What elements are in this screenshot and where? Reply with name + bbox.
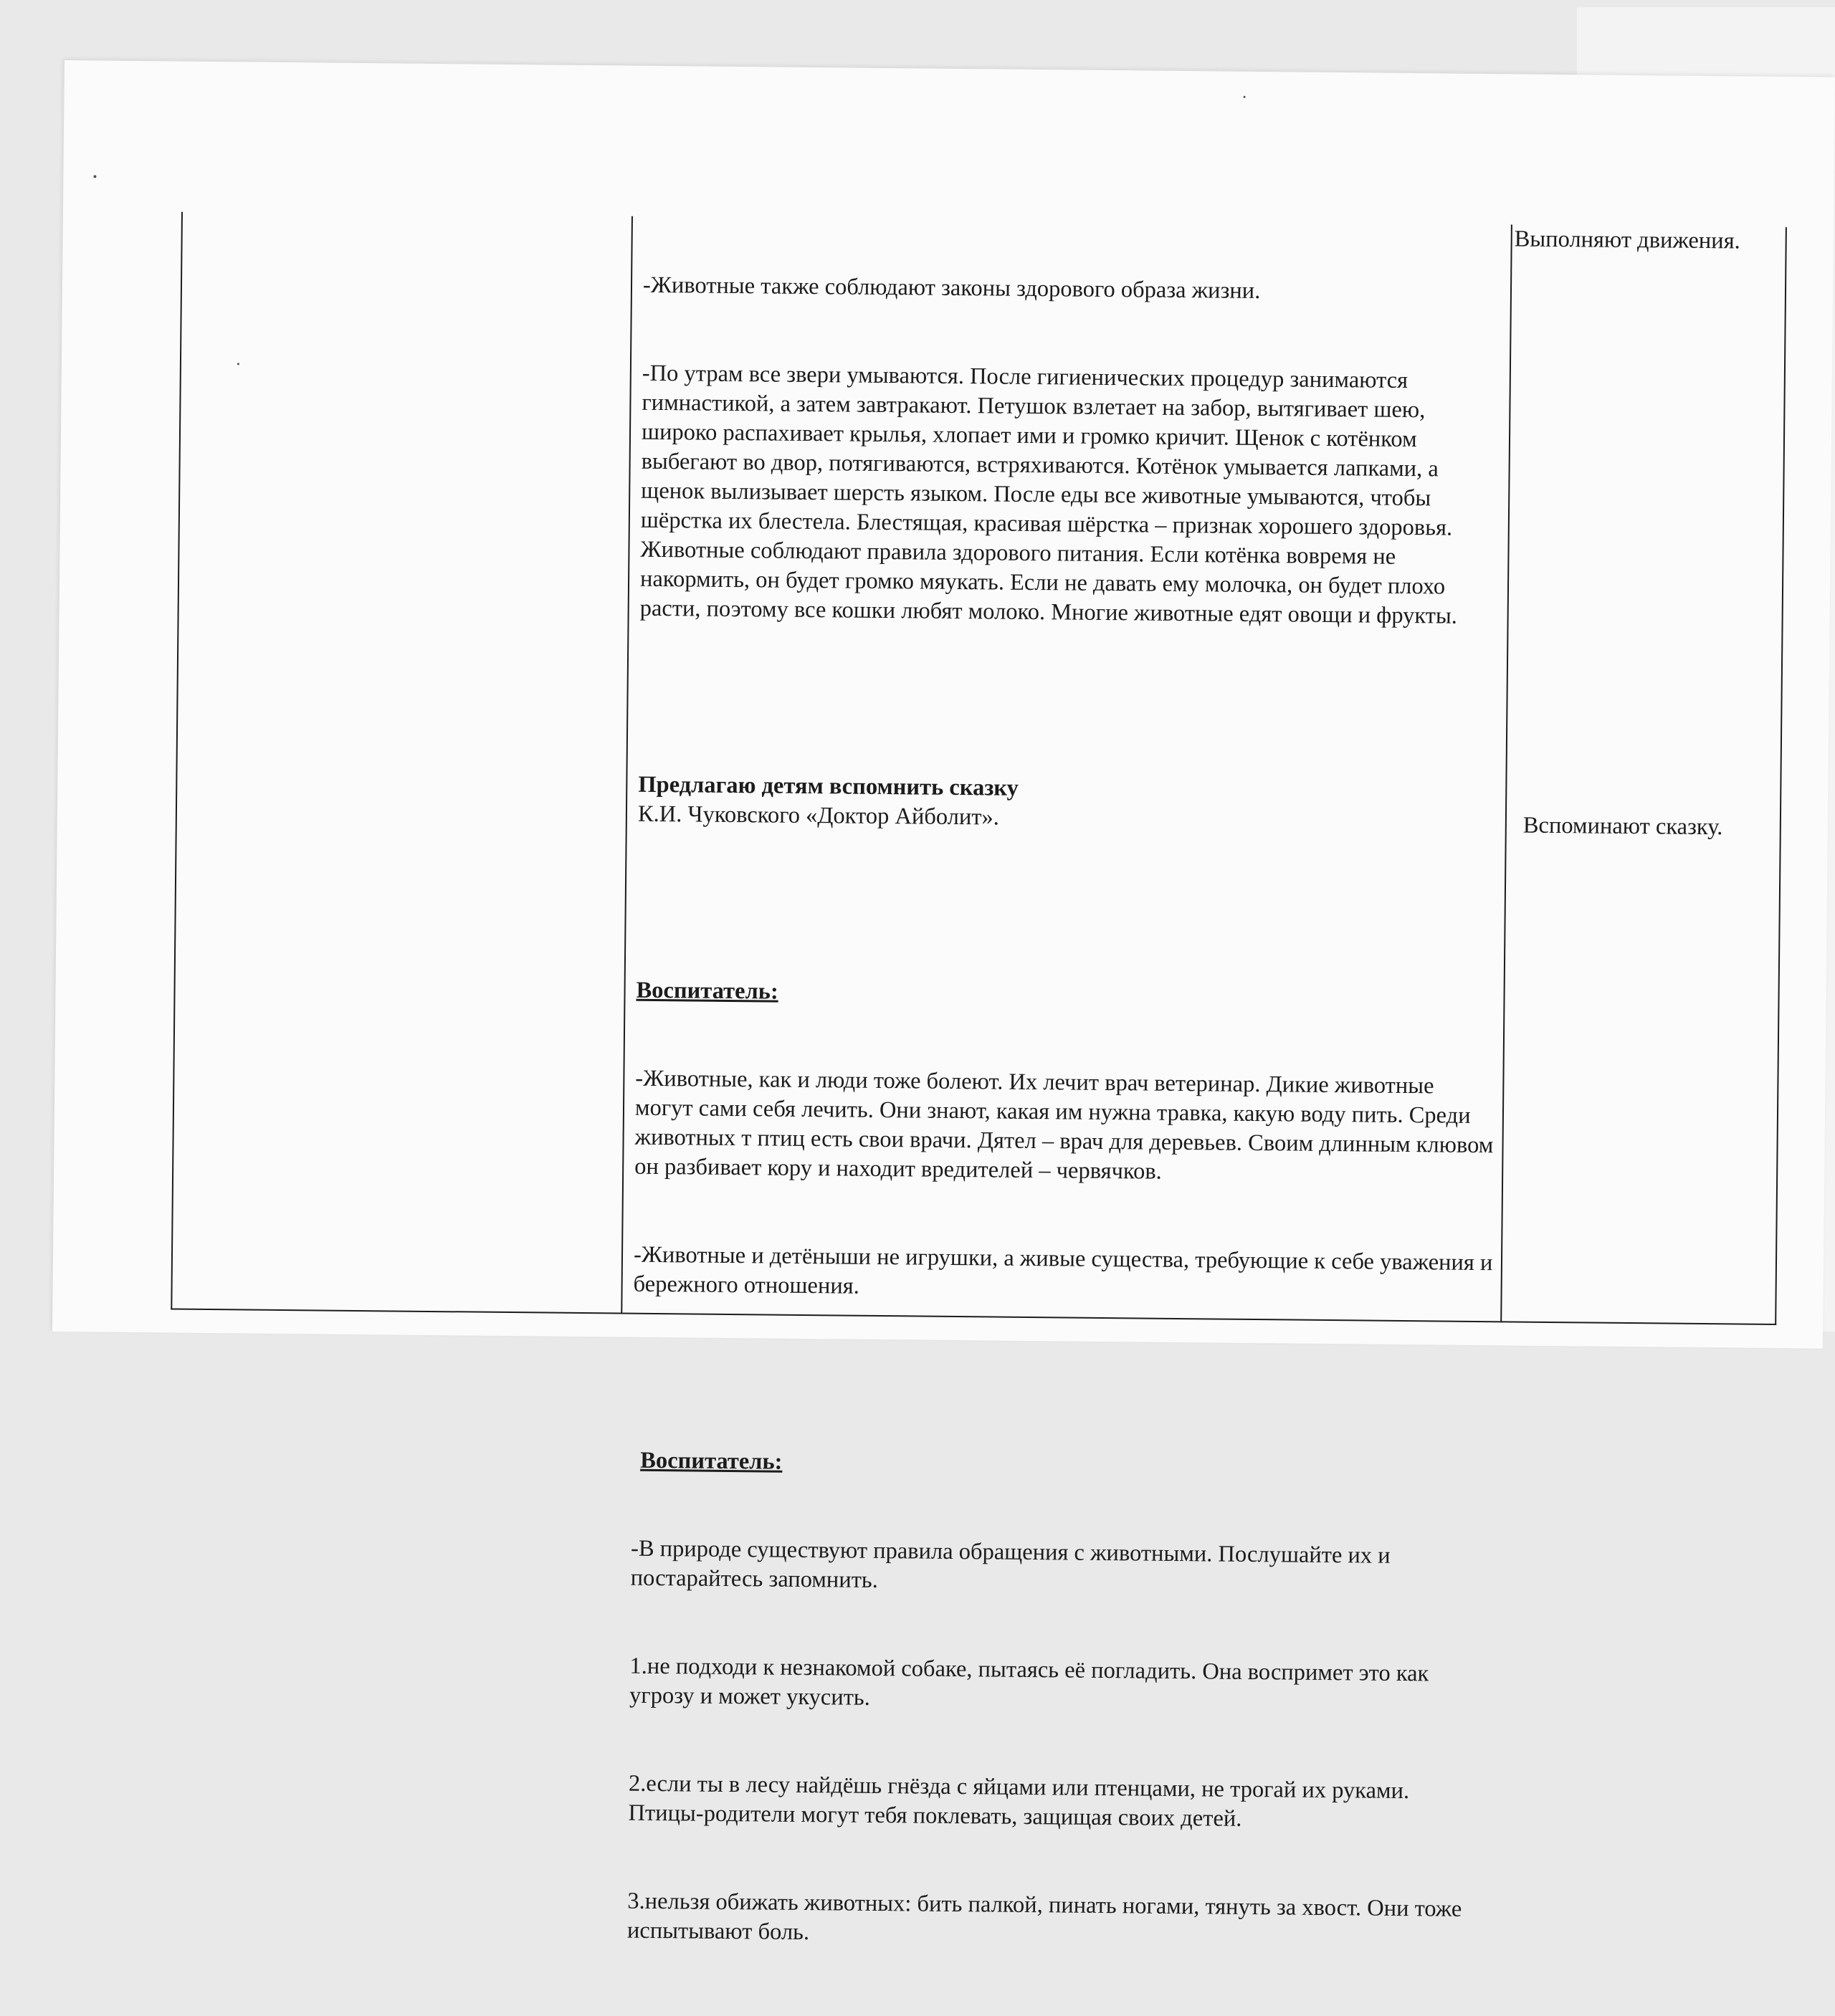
rule-item: 1.не подходи к незнакомой собаке, пытаясь её погладить. Она воспримет это как угрозу и может укусить. bbox=[629, 1653, 1435, 1711]
fairy-tale-title: К.И. Чуковского «Доктор Айболит». bbox=[637, 801, 1000, 831]
table-border-left bbox=[171, 212, 183, 1310]
right-column-note: Вспоминают сказку. bbox=[1522, 812, 1723, 841]
paragraph-fairy-tale bbox=[638, 770, 1499, 838]
teacher-heading: Воспитатель: bbox=[636, 977, 778, 1005]
table-column-divider-1 bbox=[621, 216, 633, 1314]
rule-item: 2.если ты в лесу найдёшь гнёзда с яйцами или птенцами, не трогай их руками. Птицы-родители могут тебя поклевать, защищая своих детей. bbox=[628, 1770, 1416, 1832]
table-border-right bbox=[1775, 227, 1787, 1325]
paragraph-morning-routine: -По утрам все звери умываются. После гигиенических процедур занимаются гимнастикой, а затем завтракают. Петушок взлетает на забор, вытягивает шею, широко распахивает крылья, хлопает ими и громко кричит. Щенок с котёнком выбегают во двор, потягиваются, встряхиваются. Котёнок умывается лапками, а щенок вылизывает шерсть языком. После еды все животные умываются, чтобы шёрстка их блестела. Блестящая, красивая шёрстка – признак хорошего здоровья. Животные соблюдают правила здорового питания. Если котёнка вовремя не накормить, он будет громко мяукать. Если не давать ему молочка, он будет плохо расти, поэтому все кошки любят молоко. Многие животные едят овощи и фрукты. bbox=[639, 360, 1459, 629]
paragraph-healthy-lifestyle: -Животные также соблюдают законы здорового образа жизни. bbox=[642, 272, 1261, 305]
paragraph-respect-animals: -Животные и детёныши не игрушки, а живые существа, требующие к себе уважения и бережного отношения. bbox=[633, 1241, 1499, 1299]
rule-item: 3.нельзя обижать животных: бить палкой, пинать ногами, тянуть за хвост. Они тоже испытывают боль. bbox=[626, 1888, 1468, 1946]
scan-speck bbox=[93, 175, 96, 178]
middle-column-text bbox=[626, 212, 1504, 2012]
lesson-table bbox=[171, 212, 1787, 1946]
scan-speck bbox=[1244, 96, 1246, 98]
right-column-note: Выполняют движения. bbox=[1514, 226, 1740, 254]
paragraph-rules-intro: -В природе существуют правила обращения с животными. Послушайте их и постарайтесь запомнить. bbox=[630, 1535, 1396, 1593]
paragraph-animal-doctors: -Животные, как и люди тоже болеют. Их лечит врач ветеринар. Дикие животные могут сами себя лечить. Они знают, какая им нужна травка, какую воду пить. Среди животных т птиц есть свои врачи. Дятел – врач для деревьев. Своим длинным клювом он разбивает кору и находит вредителей – червячков. bbox=[634, 1065, 1500, 1185]
table-column-divider-2 bbox=[1500, 224, 1512, 1322]
scanned-page bbox=[52, 60, 1835, 1946]
fairy-tale-prompt: Предлагаю детям вспомнить сказку bbox=[638, 771, 1019, 801]
teacher-heading: Воспитатель: bbox=[640, 1447, 783, 1475]
